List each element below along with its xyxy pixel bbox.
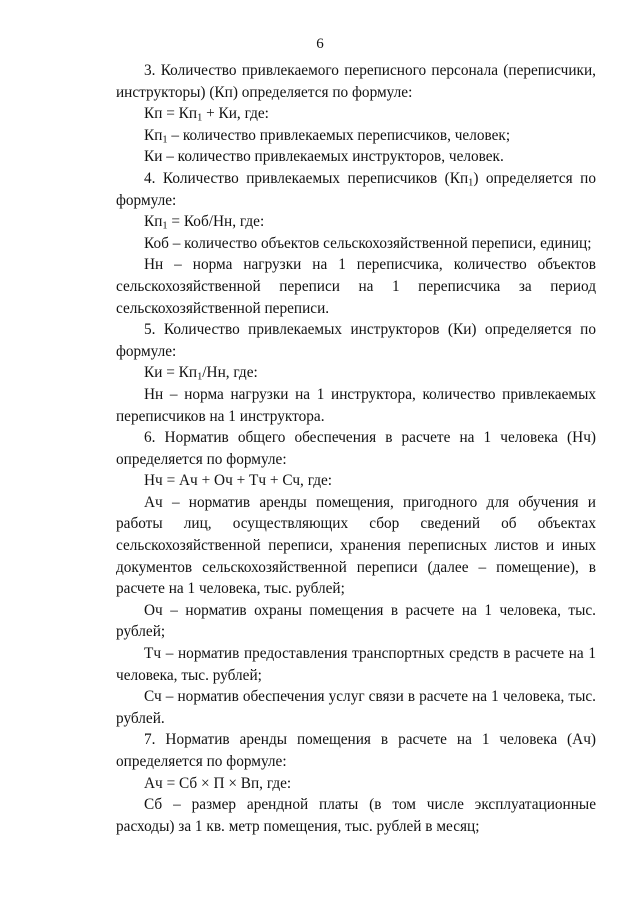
subscript: 1 xyxy=(197,371,203,383)
definition-kob xyxy=(116,233,596,255)
definition-sch xyxy=(116,686,596,729)
text-run: Нч = Ач + Оч + Тч + Сч, где: xyxy=(144,472,333,490)
subscript: 1 xyxy=(162,134,168,146)
definition-nn-enumerator xyxy=(116,254,596,319)
subscript: 1 xyxy=(162,220,168,232)
text-run: Кп xyxy=(144,213,163,231)
formula-ach xyxy=(116,773,596,795)
paragraph-item-3 xyxy=(116,60,596,103)
definition-ach xyxy=(116,492,596,600)
paragraph-item-5 xyxy=(116,319,596,362)
definition-kp1 xyxy=(116,125,596,147)
definition-ki xyxy=(116,146,596,168)
formula-kp xyxy=(116,103,596,125)
text-run: Сч – норматив обеспечения услуг связи в расчете на 1 человека, тыс. рублей. xyxy=(116,688,596,727)
subscript: 1 xyxy=(468,177,474,189)
text-run: Кп = Кп xyxy=(144,105,198,123)
text-run: Нн – норма нагрузки на 1 инструктора, количество привлекаемых переписчиков на 1 инструктора. xyxy=(116,385,596,425)
paragraph-item-6 xyxy=(116,427,596,470)
text-run: Коб – количество объектов сельскохозяйственной переписи, единиц; xyxy=(144,234,592,252)
text-run: Тч – норматив предоставления транспортных средств в расчете на 1 человека, тыс. рублей; xyxy=(116,645,596,684)
paragraph-item-7 xyxy=(116,729,596,772)
definition-nn-instructor xyxy=(116,384,596,427)
text-run: Оч – норматив охраны помещения в расчете на 1 человека, тыс. рублей; xyxy=(116,601,596,641)
text-run: 3. Количество привлекаемого переписного персонала (переписчики, инструкторы) (Кп) определяется по формуле: xyxy=(116,62,596,101)
definition-tch xyxy=(116,643,596,686)
text-run: = Коб/Нн, где: xyxy=(167,213,265,231)
document-body xyxy=(116,60,596,837)
text-run: Ки = Кп xyxy=(144,364,198,382)
text-run: /Нн, где: xyxy=(202,364,258,382)
text-run: Нн – норма нагрузки на 1 переписчика, количество объектов сельскохозяйственной переписи на 1 переписчика за период сельскохозяйственной переписи. xyxy=(116,256,596,317)
definition-och xyxy=(116,600,596,643)
text-run: Ач = Сб × П × Вп, где: xyxy=(144,774,292,792)
text-run: Кп xyxy=(144,126,163,144)
text-run: Ач – норматив аренды помещения, пригодного для обучения и работы лиц, осуществляющих сбор сведений об объектах сельскохозяйственной переписи, хранения переписных листов и иных документов сельскохозяйственной переписи (далее – помещение), в расчете на 1 человека, тыс. рублей; xyxy=(116,493,596,598)
text-run: – количество привлекаемых переписчиков, человек; xyxy=(167,126,511,144)
formula-ki xyxy=(116,362,596,384)
paragraph-item-4 xyxy=(116,168,596,211)
definition-sb xyxy=(116,794,596,837)
text-run: ) определяется по формуле: xyxy=(116,169,596,209)
formula-kp1 xyxy=(116,211,596,233)
text-run: 5. Количество привлекаемых инструкторов (Ки) определяется по формуле: xyxy=(116,321,596,360)
text-run: + Ки, где: xyxy=(202,105,269,123)
formula-nch xyxy=(116,470,596,492)
text-run: 6. Норматив общего обеспечения в расчете на 1 человека (Нч) определяется по формуле: xyxy=(116,429,596,468)
subscript: 1 xyxy=(197,112,203,124)
text-run: 4. Количество привлекаемых переписчиков (Кп xyxy=(144,169,469,187)
text-run: Ки – количество привлекаемых инструкторов, человек. xyxy=(144,148,504,166)
text-run: Сб – размер арендной платы (в том числе эксплуатационные расходы) за 1 кв. метр помещения, тыс. рублей в месяц; xyxy=(116,796,596,835)
page-number: 6 xyxy=(316,36,324,52)
text-run: 7. Норматив аренды помещения в расчете на 1 человека (Ач) определяется по формуле: xyxy=(116,731,596,770)
